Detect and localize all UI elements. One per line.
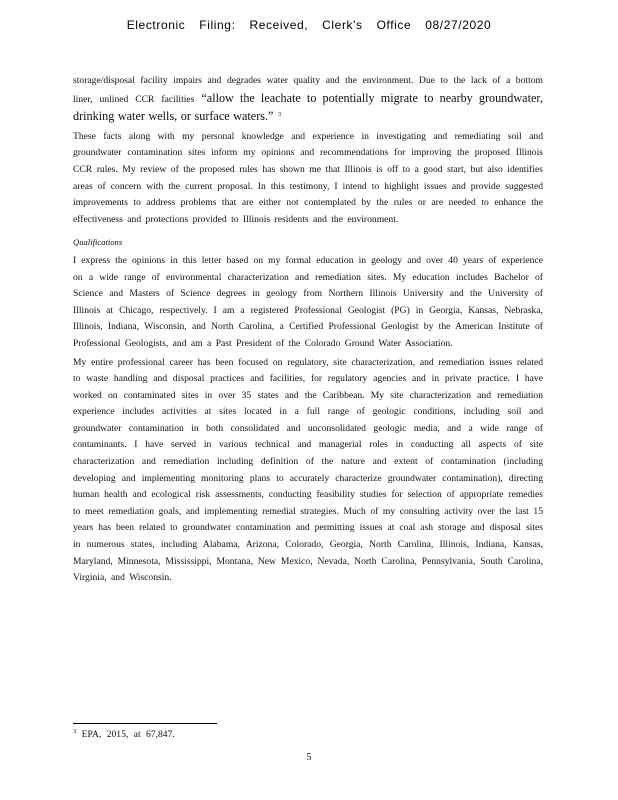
- section-heading-qualifications: Qualifications: [73, 237, 123, 248]
- paragraph-education: I express the opinions in this letter based on my formal education in geology and over 40 years of experience on a wide range of environmental characterization and remediation sites. My education includes Bachelor of Science and Masters of Science degrees in geology from Northern Illinois University and the University of Illinois at Chicago, respectively. I am a registered Professional Geologist (PG) in Georgia, Kansas, Nebraska, Illinois, Indiana, Wisconsin, and North Carolina, a Certified Professional Geologist by the American Institute of Professional Geologists, and am a Past President of the Colorado Ground Water Association.: [73, 254, 543, 349]
- footnote-ref: 3: [277, 111, 282, 118]
- footnote: [73, 729, 175, 740]
- page-number: 5: [306, 752, 312, 763]
- footnote-text: EPA, 2015, at 67,847.: [81, 729, 175, 740]
- paragraph-testimony-intro: These facts along with my personal knowledge and experience in investigating and remediating soil and groundwater contamination sites inform my opinions and recommendations for improving the proposed Illinois CCR rules. My review of the proposed rules has shown me that Illinois is off to a good start, but also identifies areas of concern with the current proposal. In this testimony, I intend to highlight issues and provide suggested improvements to address problems that are either not contemplated by the rules or are needed to enhance the effectiveness and protections provided to Illinois residents and the environment.: [73, 130, 543, 225]
- footnote-divider: [73, 723, 217, 724]
- document-body: [73, 73, 543, 589]
- footnote-number: 3: [73, 727, 77, 735]
- paragraph-career: My entire professional career has been focused on regulatory, site characterization, and remediation issues related to waste handling and disposal practices and facilities, for regulatory agencies and in private practice. I have worked on contaminated sites in over 35 states and the Caribbean. My site characterization and remediation experience includes activities at sites located in a full range of geologic conditions, including soil and groundwater contamination in both consolidated and unconsolidated geologic media, and a wide range of contaminants. I have served in various technical and managerial roles in conducting all aspects of site characterization and remediation including definition of the nature and extent of contamination (including developing and implementing monitoring plans to accurately characterize groundwater contamination), directing human health and ecological risk assessments, conducting feasibility studies for selection of appropriate remedies to meet remediation goals, and implementing remedial strategies. Much of my consulting activity over the last 15 years has been related to groundwater contamination and permitting issues at coal ash storage and disposal sites in numerous states, including Alabama, Arizona, Colorado, Georgia, North Carolina, Illinois, Indiana, Kansas, Maryland, Minnesota, Mississippi, Montana, New Mexico, Nevada, North Carolina, Pennsylvania, South Carolina, Virginia, and Wisconsin.: [73, 356, 543, 584]
- paragraph-continuation-text: storage/disposal facility impairs and degrades water quality and the environment. Due to the lack of a bottom liner, unlined CCR facilities: [73, 75, 543, 105]
- paragraph-continuation: [73, 73, 543, 127]
- epa-quote: “allow the leachate to potentially migrate to nearby groundwater, drinking water wells, or surface waters.”: [73, 90, 543, 124]
- filing-header: Electronic Filing: Received, Clerk's Office 08/27/2020: [126, 18, 492, 32]
